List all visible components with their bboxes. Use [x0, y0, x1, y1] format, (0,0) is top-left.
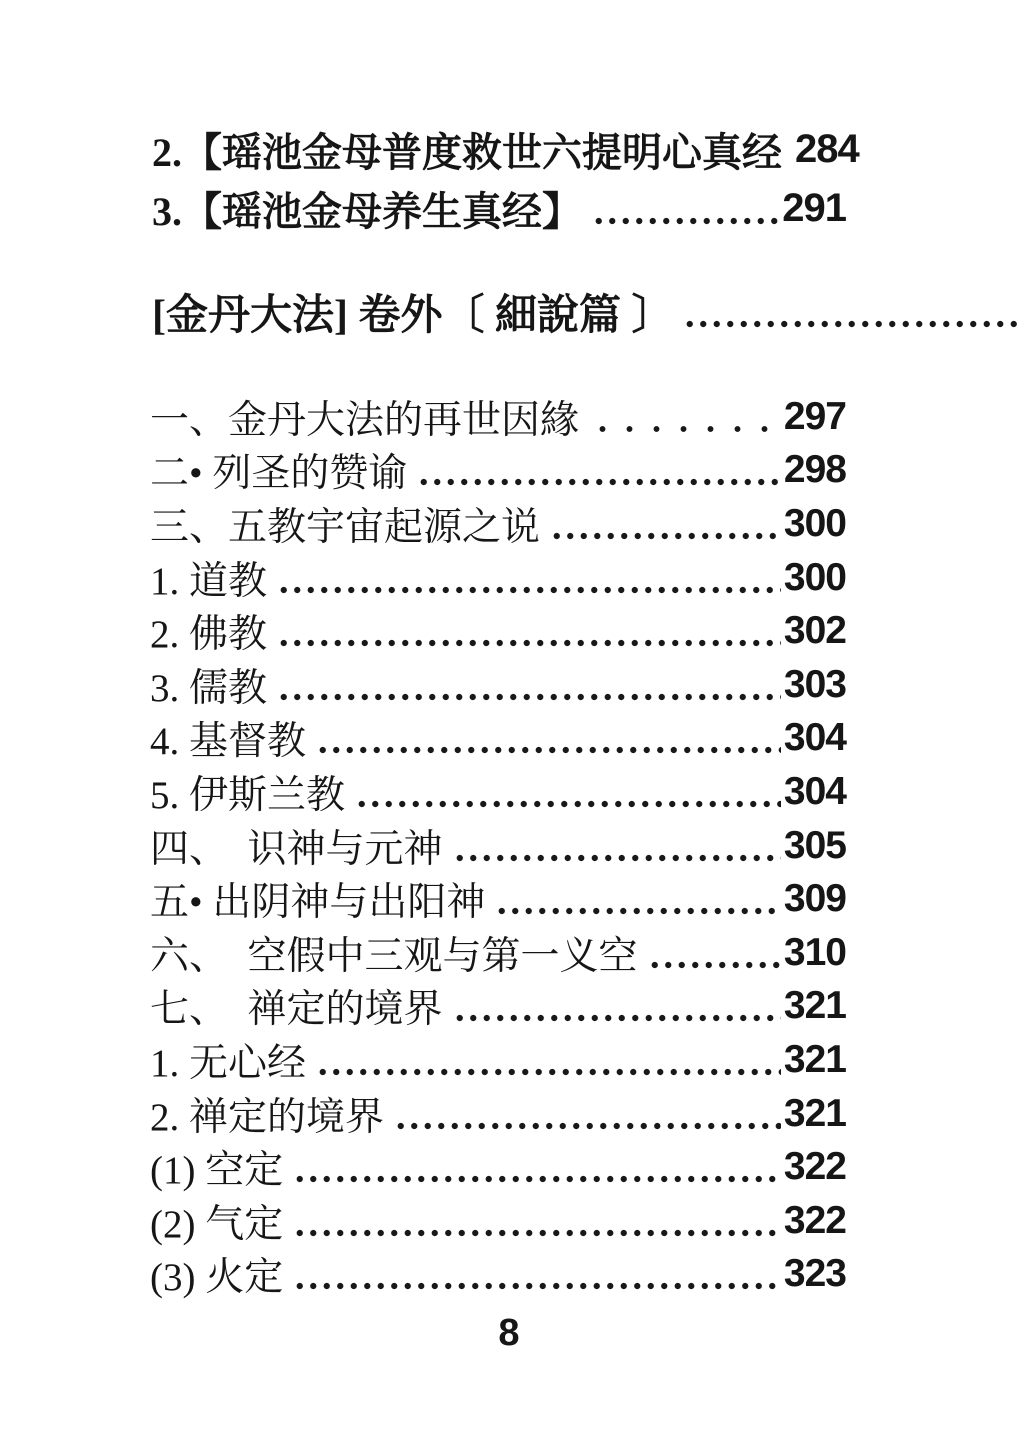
toc-entry-label: 3.【瑶池金母养生真经】 — [152, 189, 582, 234]
dot-leader — [495, 872, 781, 926]
toc-entry — [150, 765, 846, 819]
dot-leader — [277, 604, 781, 658]
toc-entry-page: 303 — [783, 662, 846, 706]
dot-leader — [589, 390, 781, 444]
toc-entry-page: 304 — [783, 716, 846, 760]
toc-entry-label: 3. 儒教 — [150, 666, 268, 710]
dot-leader — [277, 551, 781, 605]
toc-entry-page: 305 — [783, 823, 846, 867]
toc-top-entries — [152, 120, 859, 238]
toc-entry-label: 2. 禅定的境界 — [150, 1095, 385, 1139]
toc-entry — [150, 1194, 846, 1248]
toc-entry-page: 300 — [783, 501, 846, 545]
toc-entry — [150, 658, 846, 712]
dot-leader — [316, 712, 781, 766]
toc-entry-label: 二• 列圣的赞谕 — [150, 452, 408, 496]
toc-entry-label: 七、 禅定的境界 — [150, 988, 443, 1032]
dot-leader — [592, 179, 779, 238]
dot-leader — [648, 926, 781, 980]
toc-entry-page: 310 — [783, 930, 846, 974]
toc-entry — [152, 179, 846, 238]
toc-entry — [150, 1087, 846, 1141]
toc-entry-label: (3) 火定 — [150, 1256, 284, 1300]
toc-section-heading — [152, 283, 1018, 341]
toc-entry-page: 300 — [783, 555, 846, 599]
toc-entry-label: 六、 空假中三观与第一义空 — [150, 934, 638, 978]
toc-entry — [150, 1033, 846, 1087]
toc-entry-page: 291 — [782, 186, 846, 230]
toc-entry-page: 309 — [783, 877, 846, 921]
dot-leader — [453, 819, 781, 873]
page-number: 8 — [498, 1312, 520, 1354]
toc-entry-label: 5. 伊斯兰教 — [150, 773, 346, 817]
toc-entry-label: 2.【瑶池金母普度救世六提明心真经 — [152, 130, 782, 175]
toc-entry-label: 三、五教宇宙起源之说 — [150, 505, 541, 549]
toc-entry-label: 1. 无心经 — [150, 1041, 307, 1085]
dot-leader — [293, 1194, 781, 1248]
toc-section-heading-label: [金丹大法] 卷外〔 細說篇 〕 — [152, 293, 674, 339]
dot-leader — [550, 497, 781, 551]
toc-entry-label: (1) 空定 — [150, 1149, 284, 1193]
toc-entry-label: 2. 佛教 — [150, 613, 268, 657]
toc-entry — [150, 819, 846, 873]
toc-entry-page: 321 — [783, 1037, 846, 1081]
toc-entry-label: 五• 出阴神与出阳神 — [150, 881, 486, 925]
dot-leader — [453, 980, 781, 1034]
toc-entry — [150, 926, 846, 980]
toc-entry-page: 321 — [783, 1091, 846, 1135]
toc-entry-page: 302 — [783, 609, 846, 653]
toc-entry — [152, 120, 859, 179]
dot-leader — [277, 658, 781, 712]
dot-leader — [394, 1087, 781, 1141]
toc-entry-label: (2) 气定 — [150, 1202, 284, 1246]
dot-leader — [293, 1248, 781, 1302]
toc-entry-page: 323 — [783, 1252, 846, 1296]
toc-entry-label: 1. 道教 — [150, 559, 268, 603]
toc-entry-label: 一、金丹大法的再世因緣 — [150, 398, 580, 442]
dot-leader — [355, 765, 781, 819]
toc-entry — [150, 1248, 846, 1302]
toc-entry — [150, 1140, 846, 1194]
toc-entry — [150, 872, 846, 926]
toc-entry-label: 4. 基督教 — [150, 720, 307, 764]
toc-entry — [150, 390, 846, 444]
toc-entry — [150, 712, 846, 766]
toc-entries — [150, 390, 846, 1301]
toc-entry-page: 304 — [783, 769, 846, 813]
toc-entry-page: 322 — [783, 1198, 846, 1242]
toc-entry-page: 297 — [783, 394, 846, 438]
toc-entry — [150, 444, 846, 498]
toc-entry — [150, 551, 846, 605]
toc-entry-page: 322 — [783, 1145, 846, 1189]
dot-leader — [683, 283, 1018, 341]
toc-entry-page: 321 — [783, 984, 846, 1028]
toc-entry — [150, 497, 846, 551]
toc-entry-page: 284 — [795, 127, 859, 171]
toc-entry-page: 298 — [783, 448, 846, 492]
toc-entry — [150, 980, 846, 1034]
toc-entry — [150, 604, 846, 658]
dot-leader — [293, 1140, 781, 1194]
toc-entry-label: 四、 识神与元神 — [150, 827, 443, 871]
dot-leader — [417, 444, 781, 498]
dot-leader — [316, 1033, 781, 1087]
